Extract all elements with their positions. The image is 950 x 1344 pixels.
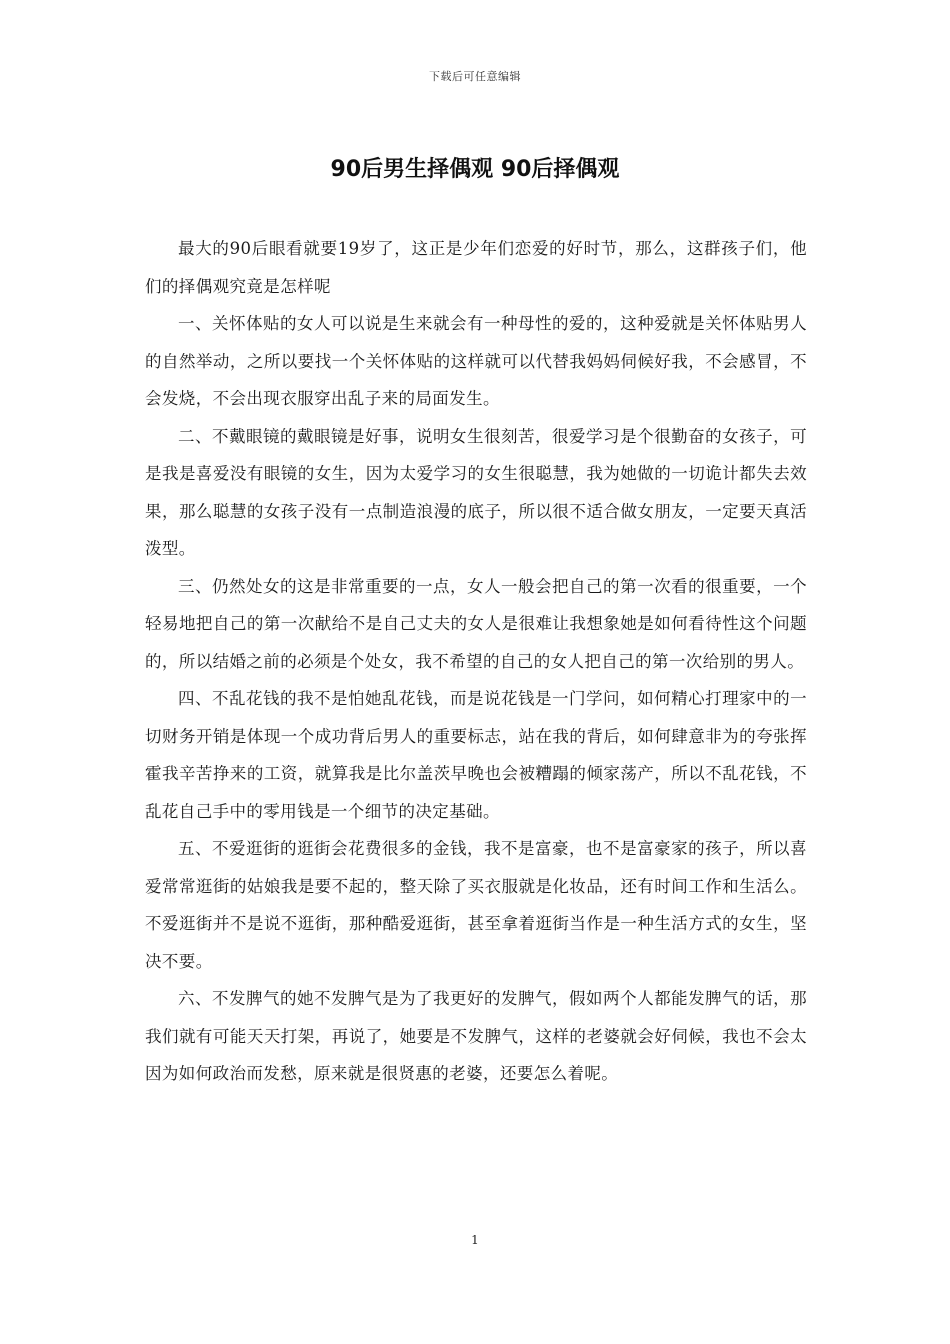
paragraph-1: 一、关怀体贴的女人可以说是生来就会有一种母性的爱的，这种爱就是关怀体贴男人的自然举动，之所以要找一个关怀体贴的这样就可以代替我妈妈伺候好我，不会感冒，不会发烧，不会出现衣服穿出乱子来的局面发生。 [145, 314, 807, 408]
paragraph-intro: 最大的90后眼看就要19岁了，这正是少年们恋爱的好时节，那么，这群孩子们，他们的择偶观究竟是怎样呢 [145, 239, 807, 296]
page-header-note: 下载后可任意编辑 [429, 70, 521, 83]
paragraph-3: 三、仍然处女的这是非常重要的一点，女人一般会把自己的第一次看的很重要，一个轻易地把自己的第一次献给不是自己丈夫的女人是很难让我想象她是如何看待性这个问题的，所以结婚之前的必须是个处女，我不希望的自己的女人把自己的第一次给别的男人。 [145, 576, 807, 671]
paragraph-6: 六、不发脾气的她不发脾气是为了我更好的发脾气，假如两个人都能发脾气的话，那我们就有可能天天打架，再说了，她要是不发脾气，这样的老婆就会好伺候，我也不会太因为如何政治而发愁，原来就是很贤惠的老婆，还要怎么着呢。 [145, 989, 807, 1083]
paragraph-2: 二、不戴眼镜的戴眼镜是好事，说明女生很刻苦，很爱学习是个很勤奋的女孩子，可是我是喜爱没有眼镜的女生，因为太爱学习的女生很聪慧，我为她做的一切诡计都失去效果，那么聪慧的女孩子没有一点制造浪漫的底子，所以很不适合做女朋友，一定要天真活泼型。 [145, 426, 807, 558]
document-title: 90后男生择偶观 90后择偶观 [330, 157, 620, 182]
document-body [145, 230, 807, 1093]
paragraph-4: 四、不乱花钱的我不是怕她乱花钱，而是说花钱是一门学问，如何精心打理家中的一切财务开销是体现一个成功背后男人的重要标志，站在我的背后，如何肆意非为的夸张挥霍我辛苦挣来的工资，就算我是比尔盖茨早晚也会被糟蹋的倾家荡产，所以不乱花钱，不乱花自己手中的零用钱是一个细节的决定基础。 [145, 689, 807, 821]
paragraph-5: 五、不爱逛街的逛街会花费很多的金钱，我不是富豪，也不是富豪家的孩子，所以喜爱常常逛街的姑娘我是要不起的，整天除了买衣服就是化妆品，还有时间工作和生活么。不爱逛街并不是说不逛街，那种酷爱逛街，甚至拿着逛街当作是一种生活方式的女生，坚决不要。 [145, 839, 807, 971]
page-number: 1 [471, 1233, 479, 1247]
